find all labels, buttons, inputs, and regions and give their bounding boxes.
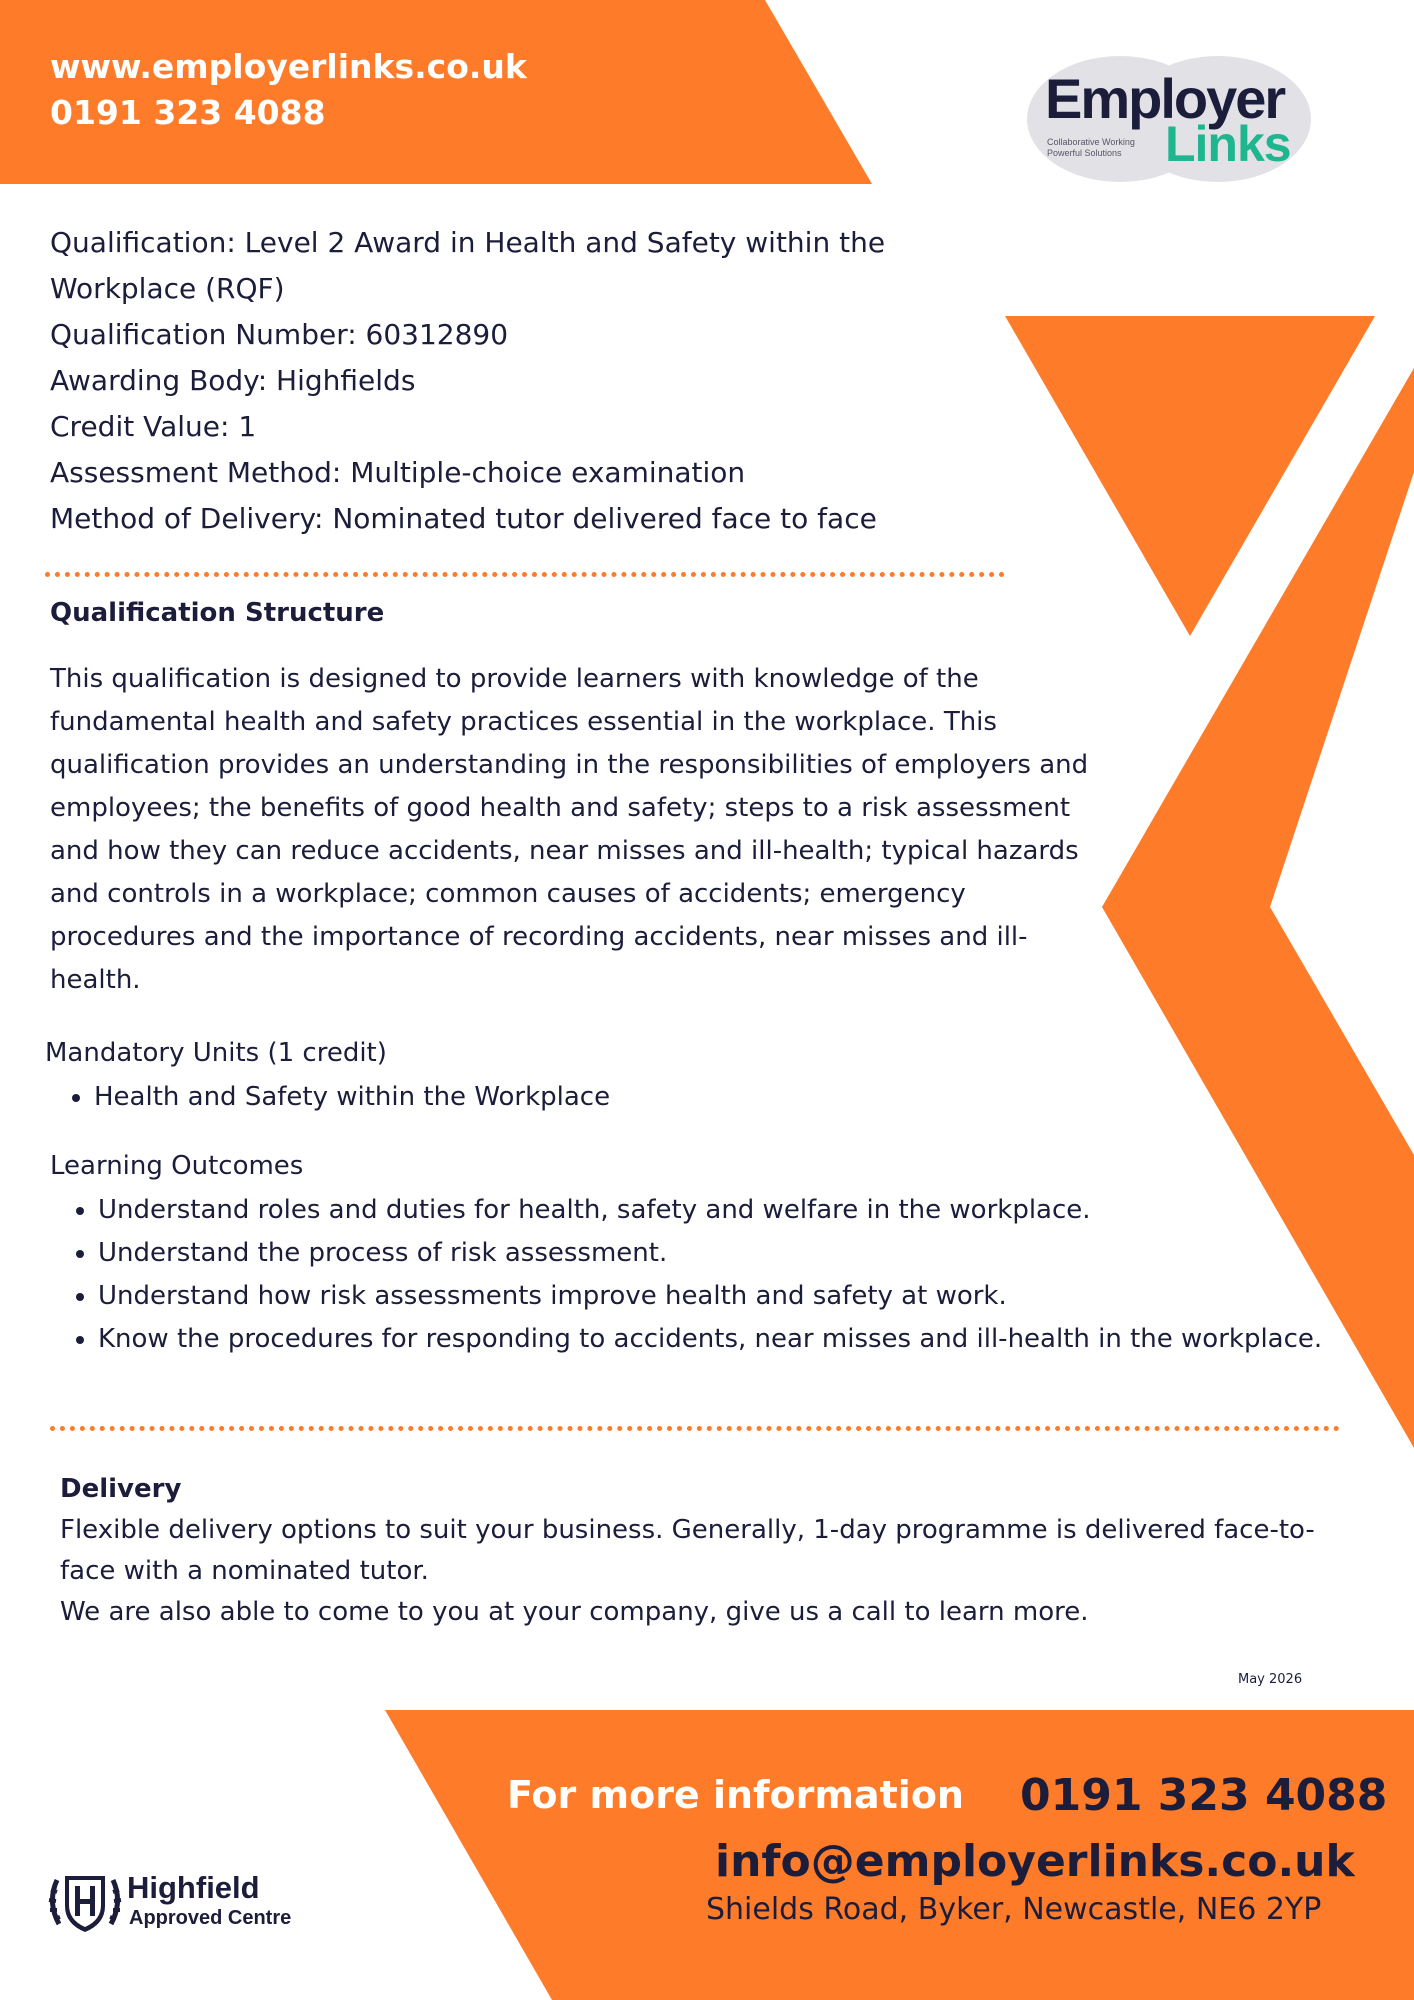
document-date: May 2026 xyxy=(1238,1672,1303,1687)
qualification-title: Qualification: Level 2 Award in Health and Safety within the Workplace (RQF) xyxy=(50,226,886,305)
assessment-method: Assessment Method: Multiple-choice examination xyxy=(50,456,746,489)
learning-outcomes-heading: Learning Outcomes xyxy=(50,1151,304,1181)
footer-email[interactable]: info@employerlinks.co.uk xyxy=(715,1836,1355,1887)
qualification-number: Qualification Number: 60312890 xyxy=(50,318,509,351)
delivery-body xyxy=(60,1510,1350,1633)
highfield-subtitle: Approved Centre xyxy=(129,1907,292,1929)
credit-value: Credit Value: 1 xyxy=(50,410,257,443)
structure-heading: Qualification Structure xyxy=(50,598,385,628)
footer-phone[interactable]: 0191 323 4088 xyxy=(1020,1770,1388,1821)
logo-tagline: Collaborative Working Powerful Solutions xyxy=(1047,137,1135,158)
logo-word-links: Links xyxy=(1165,116,1291,172)
delivery-heading: Delivery xyxy=(60,1474,182,1504)
qualification-details xyxy=(50,220,1000,542)
dotted-divider xyxy=(45,572,1005,577)
delivery-method: Method of Delivery: Nominated tutor delivered face to face xyxy=(50,502,877,535)
delivery-line: Flexible delivery options to suit your business. Generally, 1-day programme is delivered face-to-face with a nominated tutor. xyxy=(60,1515,1315,1586)
employer-links-logo xyxy=(1025,55,1313,183)
logo-word-employer: Employer xyxy=(1045,67,1285,130)
header-contact xyxy=(50,44,527,136)
learning-outcomes-list xyxy=(50,1189,1338,1361)
more-info-label: For more information xyxy=(507,1773,964,1817)
list-item: • Understand roles and duties for health, safety and welfare in the workplace. xyxy=(98,1189,1338,1232)
header-website[interactable]: www.employerlinks.co.uk xyxy=(50,47,527,86)
delivery-line: We are also able to come to you at your company, give us a call to learn more. xyxy=(60,1597,1089,1627)
awarding-body: Awarding Body: Highfields xyxy=(50,364,416,397)
mandatory-units-list xyxy=(46,1077,1094,1117)
highfield-crest-icon xyxy=(45,1868,125,1938)
list-item: • Know the procedures for responding to accidents, near misses and ill-health in the workplace. xyxy=(98,1318,1338,1361)
structure-body: This qualification is designed to provide learners with knowledge of the fundamental health and safety practices essential in the workplace. This qualification provides an understanding in the responsibilities of employers and employees; the benefits of good health and safety; steps to a risk assessment and how they can reduce accidents, near misses and ill-health; typical hazards and controls in a workplace; common causes of accidents; emergency procedures and the importance of recording accidents, near misses and ill-health. xyxy=(50,664,1089,995)
list-item: • Understand the process of risk assessment. xyxy=(98,1232,1338,1275)
mandatory-units-heading: Mandatory Units (1 credit) xyxy=(45,1038,387,1068)
header-phone[interactable]: 0191 323 4088 xyxy=(50,93,326,132)
footer-address: Shields Road, Byker, Newcastle, NE6 2YP xyxy=(706,1892,1322,1927)
highfield-name: Highfield xyxy=(127,1870,260,1905)
highfield-approved-logo xyxy=(45,1868,325,1938)
dotted-divider xyxy=(50,1426,1340,1431)
list-item: • Health and Safety within the Workplace xyxy=(94,1077,1094,1117)
list-item: • Understand how risk assessments improve health and safety at work. xyxy=(98,1275,1338,1318)
